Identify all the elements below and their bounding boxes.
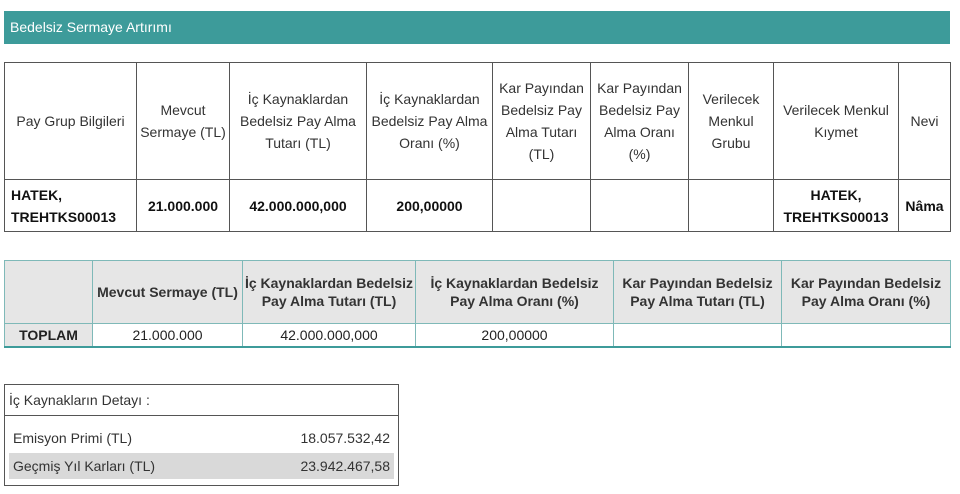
totals-kar-oran xyxy=(782,324,951,348)
detail-value: 23.942.467,58 xyxy=(300,458,390,474)
col-ic-oran: İç Kaynaklardan Bedelsiz Pay Alma Oranı (%) xyxy=(367,63,493,180)
resource-detail-box xyxy=(4,384,399,486)
totals-ic-tutar: 42.000.000,000 xyxy=(243,324,416,348)
detail-row-gecmis-yil xyxy=(9,453,394,479)
detail-value: 18.057.532,42 xyxy=(300,430,390,446)
col-mevcut-sermaye: Mevcut Sermaye (TL) xyxy=(137,63,230,180)
totals-col-kar-tutar: Kar Payından Bedelsiz Pay Alma Tutarı (TL) xyxy=(614,261,782,324)
totals-col-mevcut-sermaye: Mevcut Sermaye (TL) xyxy=(93,261,243,324)
col-nevi: Nevi xyxy=(899,63,951,180)
table-header-row xyxy=(5,63,951,180)
totals-col-ic-oran: İç Kaynaklardan Bedelsiz Pay Alma Oranı (%) xyxy=(416,261,614,324)
detail-label: Emisyon Primi (TL) xyxy=(13,430,133,446)
cell-pay-grup: HATEK, TREHTKS00013 xyxy=(5,180,137,232)
totals-col-blank xyxy=(5,261,93,324)
totals-ic-oran: 200,00000 xyxy=(416,324,614,348)
cell-mevcut-sermaye: 21.000.000 xyxy=(137,180,230,232)
cell-menkul-kiymet: HATEK, TREHTKS00013 xyxy=(774,180,899,232)
totals-col-ic-tutar: İç Kaynaklardan Bedelsiz Pay Alma Tutarı (TL) xyxy=(243,261,416,324)
totals-table xyxy=(4,260,951,348)
table-row xyxy=(5,180,951,232)
totals-row xyxy=(5,324,951,348)
col-kar-oran: Kar Payından Bedelsiz Pay Alma Oranı (%) xyxy=(591,63,689,180)
col-menkul-kiymet: Verilecek Menkul Kıymet xyxy=(774,63,899,180)
totals-label: TOPLAM xyxy=(5,324,93,348)
totals-header-row xyxy=(5,261,951,324)
col-pay-grup: Pay Grup Bilgileri xyxy=(5,63,137,180)
totals-mevcut-sermaye: 21.000.000 xyxy=(93,324,243,348)
col-menkul-grubu: Verilecek Menkul Grubu xyxy=(689,63,774,180)
detail-title: İç Kaynakların Detayı : xyxy=(5,385,398,416)
cell-kar-oran xyxy=(591,180,689,232)
cell-menkul-grubu xyxy=(689,180,774,232)
cell-ic-oran: 200,00000 xyxy=(367,180,493,232)
capital-increase-table xyxy=(4,62,951,232)
section-title: Bedelsiz Sermaye Artırımı xyxy=(4,11,950,44)
totals-kar-tutar xyxy=(614,324,782,348)
cell-kar-tutar xyxy=(493,180,591,232)
col-kar-tutar: Kar Payından Bedelsiz Pay Alma Tutarı (TL) xyxy=(493,63,591,180)
cell-ic-tutar: 42.000.000,000 xyxy=(230,180,367,232)
cell-nevi: Nâma xyxy=(899,180,951,232)
totals-col-kar-oran: Kar Payından Bedelsiz Pay Alma Oranı (%) xyxy=(782,261,951,324)
detail-row-emisyon xyxy=(9,425,394,451)
detail-label: Geçmiş Yıl Karları (TL) xyxy=(13,458,156,474)
col-ic-tutar: İç Kaynaklardan Bedelsiz Pay Alma Tutarı (TL) xyxy=(230,63,367,180)
